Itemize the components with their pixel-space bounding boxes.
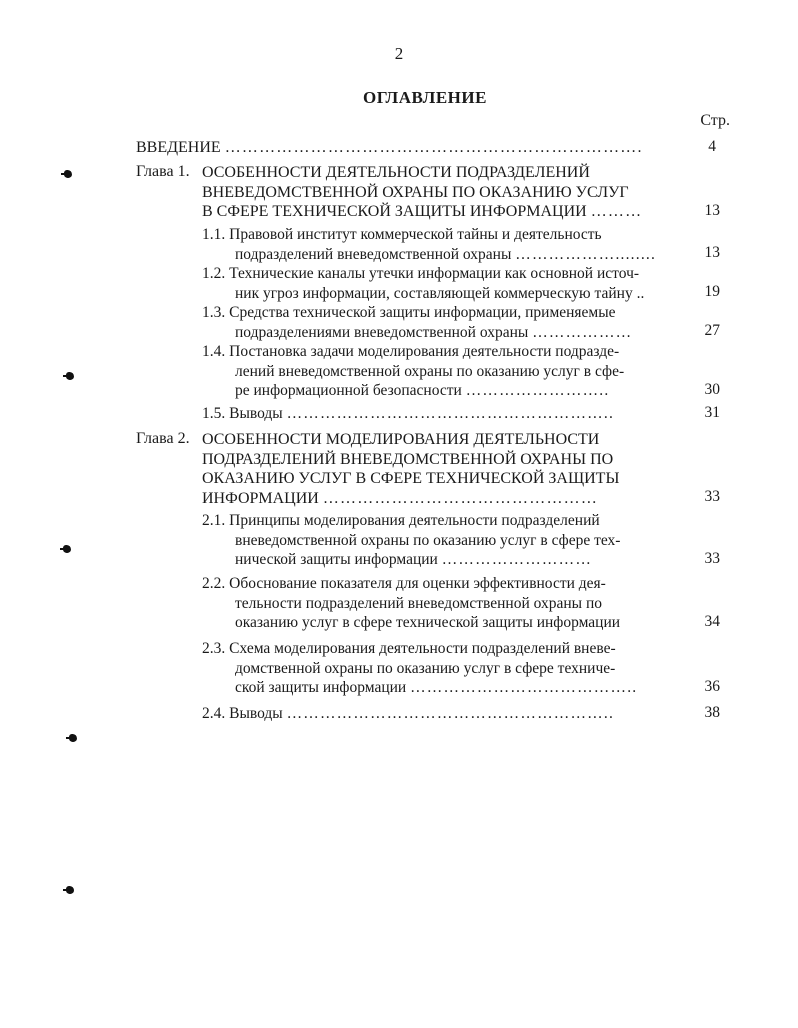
entry-page: 33 xyxy=(704,488,720,505)
entry-text: ВВЕДЕНИЕ xyxy=(136,139,221,156)
entry-page: 38 xyxy=(704,704,720,721)
binding-hole-mark xyxy=(64,170,72,178)
chapter-line: ОСОБЕННОСТИ МОДЕЛИРОВАНИЯ ДЕЯТЕЛЬНОСТИ xyxy=(202,431,600,448)
chapter-line: ИНФОРМАЦИИ xyxy=(202,489,319,507)
section-line: ник угроз информации, составляющей коммерческую тайну .. xyxy=(235,284,645,302)
toc-entry-introduction: ВВЕДЕНИЕ ………………………………………………………………. xyxy=(136,139,643,156)
toc-section-2-4: 2.4. Выводы ………………………………………………….. xyxy=(202,705,615,722)
section-line: нической защиты информации xyxy=(235,551,438,568)
chapter-line: В СФЕРЕ ТЕХНИЧЕСКОЙ ЗАЩИТЫ ИНФОРМАЦИИ xyxy=(202,203,587,220)
section-line: 1.5. Выводы xyxy=(202,405,283,422)
binding-hole-mark xyxy=(66,886,74,894)
section-line: подразделений вневедомственной охраны xyxy=(235,245,512,263)
section-line: 2.2. Обоснование показателя для оценки эффективности дея- xyxy=(202,575,606,592)
entry-page: 4 xyxy=(708,138,716,155)
toc-section-2-3: 2.3. Схема моделирования деятельности подразделений вневе- домственной охраны по оказанию услуг в сфере техниче- ской защиты информации ………………………………….. xyxy=(202,640,638,696)
entry-page: 13 xyxy=(704,244,720,261)
section-line: ской защиты информации xyxy=(235,679,407,696)
section-line: 2.1. Принципы моделирования деятельности подразделений xyxy=(202,512,600,529)
section-line: 1.2. Технические каналы утечки информации как основной источ- xyxy=(202,265,640,282)
entry-page: 19 xyxy=(704,283,720,300)
entry-page: 30 xyxy=(704,381,720,398)
section-line: 1.1. Правовой институт коммерческой тайны и деятельность xyxy=(202,226,602,243)
section-line: 1.3. Средства технической защиты информации, применяемые xyxy=(202,304,616,321)
section-line: тельности подразделений вневедомственной охраны по xyxy=(235,594,602,612)
chapter-line: ПОДРАЗДЕЛЕНИЙ ВНЕВЕДОМСТВЕННОЙ ОХРАНЫ ПО xyxy=(202,450,614,468)
toc-section-1-2 xyxy=(202,264,644,303)
entry-page: 31 xyxy=(704,404,720,421)
toc-section-1-4: 1.4. Постановка задачи моделирования деятельности подразде- лений вневедомственной охраны по оказанию услуг в сфе- ре информационной безопасности …………………….. xyxy=(202,343,625,399)
chapter-line: ОКАЗАНИЮ УСЛУГ В СФЕРЕ ТЕХНИЧЕСКОЙ ЗАЩИТЫ xyxy=(202,470,620,487)
chapter-label: Глава 2. xyxy=(136,430,190,447)
toc-section-1-5: 1.5. Выводы ………………………………………………….. xyxy=(202,405,615,422)
toc-title: ОГЛАВЛЕНИЕ xyxy=(363,88,487,107)
binding-hole-mark xyxy=(69,734,77,742)
chapter-line: ВНЕВЕДОМСТВЕННОЙ ОХРАНЫ ПО ОКАЗАНИЮ УСЛУГ xyxy=(202,183,629,201)
section-line: 1.4. Постановка задачи моделирования деятельности подразде- xyxy=(202,343,620,360)
toc-section-1-1: 1.1. Правовой институт коммерческой тайны и деятельность подразделений вневедомственной охраны ………………........ xyxy=(202,226,657,263)
entry-page: 13 xyxy=(704,202,720,219)
section-line: 2.3. Схема моделирования деятельности подразделений вневе- xyxy=(202,640,616,657)
page-column-label: Стр. xyxy=(700,112,730,129)
binding-hole-mark xyxy=(63,545,71,553)
section-line: подразделениями вневедомственной охраны xyxy=(235,323,529,341)
toc-chapter-2: ОСОБЕННОСТИ МОДЕЛИРОВАНИЯ ДЕЯТЕЛЬНОСТИ ПОДРАЗДЕЛЕНИЙ ВНЕВЕДОМСТВЕННОЙ ОХРАНЫ ПО ОКАЗАНИЮ УСЛУГ В СФЕРЕ ТЕХНИЧЕСКОЙ ЗАЩИТЫ ИНФОРМАЦИИ ………………………………………… xyxy=(202,431,620,507)
toc-section-1-3: 1.3. Средства технической защиты информации, применяемые подразделениями вневедомственной охраны ……………… xyxy=(202,304,633,341)
entry-page: 34 xyxy=(704,613,720,630)
chapter-label: Глава 1. xyxy=(136,163,190,180)
binding-hole-mark xyxy=(66,372,74,380)
section-line: домственной охраны по оказанию услуг в сфере техниче- xyxy=(235,659,616,677)
section-line: лений вневедомственной охраны по оказанию услуг в сфе- xyxy=(235,362,625,380)
section-line: вневедомственной охраны по оказанию услуг в сфере тех- xyxy=(235,531,621,549)
section-line: 2.4. Выводы xyxy=(202,705,283,722)
entry-page: 33 xyxy=(704,550,720,567)
entry-page: 27 xyxy=(704,322,720,339)
section-line: оказанию услуг в сфере технической защиты информации xyxy=(235,614,621,631)
chapter-line: ОСОБЕННОСТИ ДЕЯТЕЛЬНОСТИ ПОДРАЗДЕЛЕНИЙ xyxy=(202,164,590,181)
toc-section-2-1: 2.1. Принципы моделирования деятельности подразделений вневедомственной охраны по оказанию услуг в сфере тех- нической защиты информации ……………………… xyxy=(202,512,621,568)
toc-chapter-1: ОСОБЕННОСТИ ДЕЯТЕЛЬНОСТИ ПОДРАЗДЕЛЕНИЙ ВНЕВЕДОМСТВЕННОЙ ОХРАНЫ ПО ОКАЗАНИЮ УСЛУГ В СФЕРЕ ТЕХНИЧЕСКОЙ ЗАЩИТЫ ИНФОРМАЦИИ ……… xyxy=(202,164,643,220)
page-number: 2 xyxy=(394,44,404,63)
entry-page: 36 xyxy=(704,678,720,695)
toc-section-2-2 xyxy=(202,574,620,633)
section-line: ре информационной безопасности xyxy=(235,382,462,399)
